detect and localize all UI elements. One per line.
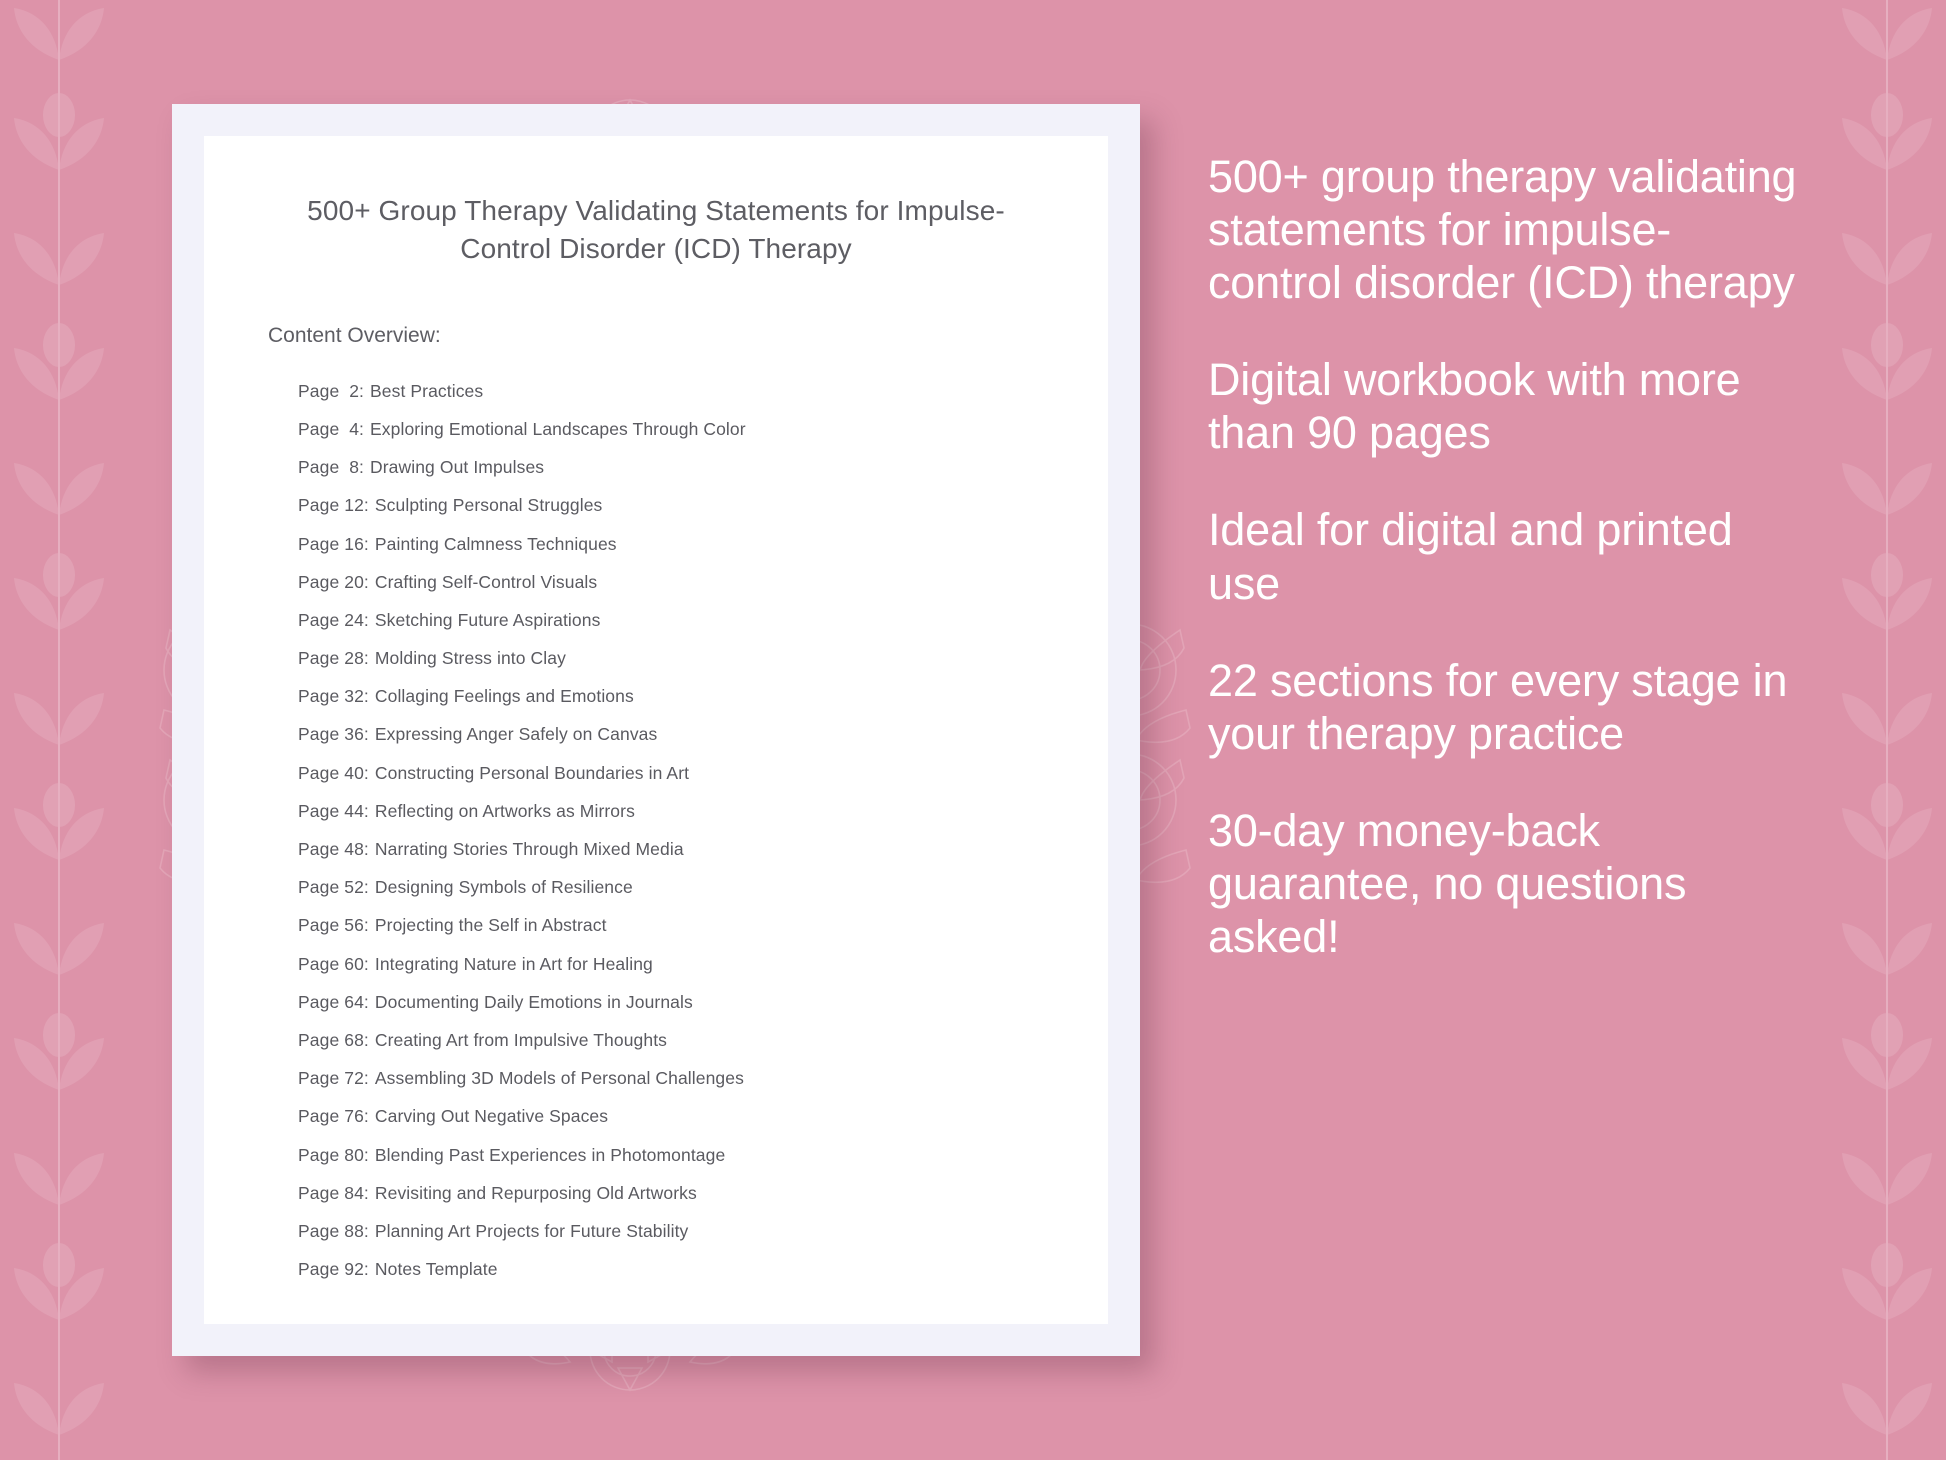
toc-item-title: Assembling 3D Models of Personal Challenges	[374, 1068, 744, 1089]
toc-item-title: Collaging Feelings and Emotions	[374, 686, 634, 707]
page-surface	[204, 136, 1108, 1324]
toc-item	[298, 1060, 1048, 1098]
toc-item-title: Documenting Daily Emotions in Journals	[374, 991, 693, 1012]
floral-border-right	[1828, 0, 1946, 1460]
toc-item-page: Page 76:	[298, 1106, 369, 1127]
toc-item-page: Page 20:	[298, 571, 369, 592]
toc-item-title: Constructing Personal Boundaries in Art	[374, 762, 690, 783]
toc-item-title: Exploring Emotional Landscapes Through Color	[370, 418, 746, 439]
toc-item-title: Revisiting and Repurposing Old Artworks	[374, 1182, 697, 1203]
toc-item	[298, 678, 1048, 716]
toc-item-page: Page 8:	[298, 457, 364, 478]
toc-item-page: Page 24:	[298, 609, 369, 630]
toc-item	[298, 1212, 1048, 1250]
toc-item-title: Sketching Future Aspirations	[374, 609, 601, 630]
toc-item-page: Page 80:	[298, 1144, 369, 1165]
toc-item	[298, 601, 1048, 639]
toc-item	[298, 983, 1048, 1021]
toc-item	[298, 449, 1048, 487]
toc-item-title: Molding Stress into Clay	[374, 648, 566, 669]
toc-item-page: Page 84:	[298, 1182, 369, 1203]
marketing-line: Digital workbook with more than 90 pages	[1208, 354, 1741, 459]
toc-item-page: Page 92:	[298, 1259, 369, 1280]
toc-item	[298, 487, 1048, 525]
toc-item-page: Page 64:	[298, 991, 369, 1012]
toc-item	[298, 525, 1048, 563]
toc-item-title: Drawing Out Impulses	[370, 457, 545, 478]
toc-item-page: Page 16:	[298, 533, 369, 554]
toc-item-page: Page 68:	[298, 1029, 369, 1050]
toc-item-title: Painting Calmness Techniques	[374, 533, 617, 554]
toc-item-page: Page 32:	[298, 686, 369, 707]
toc-item-page: Page 12:	[298, 495, 369, 516]
toc-item-page: Page 36:	[298, 724, 369, 745]
toc-item	[298, 639, 1048, 677]
table-of-contents	[298, 372, 1048, 1289]
toc-item	[298, 563, 1048, 601]
toc-item-title: Crafting Self-Control Visuals	[374, 571, 598, 592]
toc-item-title: Designing Symbols of Resilience	[374, 877, 633, 898]
toc-item-title: Sculpting Personal Struggles	[374, 495, 603, 516]
toc-item-title: Narrating Stories Through Mixed Media	[374, 839, 684, 859]
toc-item	[298, 1174, 1048, 1212]
toc-item	[298, 945, 1048, 983]
toc-item-page: Page 44:	[298, 800, 369, 821]
toc-item-page: Page 56:	[298, 915, 369, 936]
toc-item	[298, 907, 1048, 945]
marketing-line: 30-day money-back guarantee, no questions asked!	[1208, 804, 1687, 963]
toc-item-page: Page 72:	[298, 1068, 369, 1089]
toc-item-title: Creating Art from Impulsive Thoughts	[374, 1029, 668, 1050]
content-overview-label: Content Overview:	[268, 324, 441, 348]
toc-item-title: Integrating Nature in Art for Healing	[374, 953, 653, 974]
marketing-copy	[1208, 150, 1798, 963]
floral-border-left	[0, 0, 118, 1460]
toc-item-page: Page 4:	[298, 418, 364, 439]
toc-item-title: Projecting the Self in Abstract	[374, 915, 607, 936]
marketing-line: 500+ group therapy validating statements for impulse-control disorder (ICD) therapy	[1208, 151, 1797, 309]
toc-item	[298, 1098, 1048, 1136]
toc-item	[298, 1021, 1048, 1059]
toc-item-title: Blending Past Experiences in Photomontage	[374, 1144, 726, 1165]
toc-item	[298, 792, 1048, 830]
toc-item	[298, 1136, 1048, 1174]
toc-item-page: Page 52:	[298, 877, 369, 898]
toc-item	[298, 754, 1048, 792]
marketing-line: Ideal for digital and printed use	[1208, 504, 1733, 609]
toc-item-page: Page 60:	[298, 953, 369, 974]
toc-item-title: Expressing Anger Safely on Canvas	[374, 724, 658, 745]
toc-item	[298, 869, 1048, 907]
toc-item-page: Page 40:	[298, 762, 369, 783]
toc-item-page: Page 2:	[298, 380, 364, 401]
toc-item	[298, 716, 1048, 754]
toc-item-page: Page 88:	[298, 1220, 369, 1241]
toc-item-title: Best Practices	[370, 380, 484, 401]
toc-item	[298, 1250, 1048, 1288]
toc-item	[298, 372, 1048, 410]
toc-item-page: Page 48:	[298, 839, 369, 859]
page-title: 500+ Group Therapy Validating Statements for Impulse-Control Disorder (ICD) Therapy	[307, 195, 1005, 265]
toc-item-title: Notes Template	[374, 1259, 498, 1280]
marketing-line: 22 sections for every stage in your therapy practice	[1208, 654, 1788, 759]
toc-item-title: Reflecting on Artworks as Mirrors	[374, 800, 635, 821]
toc-item-page: Page 28:	[298, 648, 369, 669]
toc-item	[298, 830, 1048, 868]
page-frame	[172, 104, 1140, 1356]
toc-item-title: Carving Out Negative Spaces	[374, 1106, 609, 1127]
toc-item-title: Planning Art Projects for Future Stability	[374, 1220, 689, 1241]
workbook-preview	[172, 104, 1140, 1356]
toc-item	[298, 410, 1048, 448]
